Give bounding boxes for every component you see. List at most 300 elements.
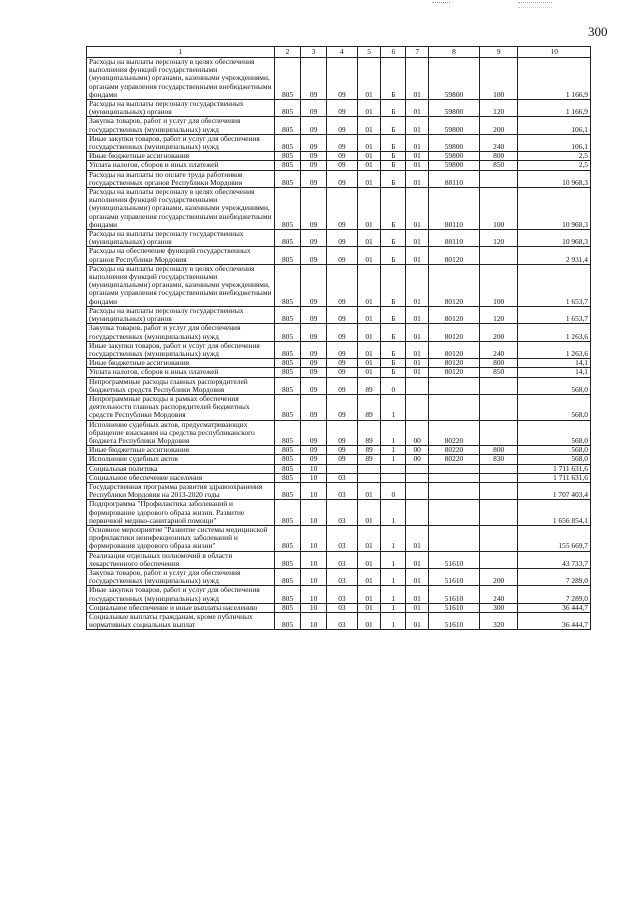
expense-type-cell: 200 [479,117,518,134]
row-name-cell: Социальное обеспечение и иные выплаты населению [87,603,275,612]
table-row [87,100,591,117]
row-name-cell: Закупка товаров, работ и услуг для обеспечения государственных (муниципальных) нужд [87,568,275,585]
direction-cell: 59800 [429,134,480,151]
table-row [87,603,591,612]
admin-code-cell: 805 [275,551,301,568]
section-cell: 10 [301,586,327,603]
subprogram-cell: Б [381,152,406,161]
admin-code-cell: 805 [275,100,301,117]
row-name-cell: Социальное обеспечение населения [87,473,275,482]
direction-cell: 80110 [429,230,480,247]
amount-cell: 568,0 [518,446,591,455]
subprogram-cell: Б [381,100,406,117]
expense-type-cell: 320 [479,613,518,630]
section-cell: 09 [301,170,327,187]
event-cell: 01 [406,100,429,117]
section-cell: 09 [301,161,327,170]
table-row [87,170,591,187]
direction-cell: 51610 [429,603,480,612]
admin-code-cell: 805 [275,247,301,264]
admin-code-cell: 805 [275,482,301,499]
direction-cell [429,525,480,551]
amount-cell: 1 711 631,6 [518,464,591,473]
amount-cell: 568,0 [518,377,591,394]
admin-code-cell: 805 [275,117,301,134]
amount-cell: 10 968,3 [518,170,591,187]
program-cell [357,464,381,473]
table-row [87,446,591,455]
admin-code-cell: 805 [275,613,301,630]
table-header-row [87,47,591,58]
column-header: 3 [301,47,327,58]
row-name-cell: Уплата налогов, сборов и иных платежей [87,161,275,170]
row-name-cell: Социальная политика [87,464,275,473]
admin-code-cell: 805 [275,58,301,100]
program-cell [357,473,381,482]
table-row [87,324,591,341]
subsection-cell: 09 [327,446,358,455]
amount-cell: 1 263,6 [518,324,591,341]
program-cell: 89 [357,377,381,394]
section-cell: 10 [301,613,327,630]
section-cell: 09 [301,368,327,377]
program-cell: 01 [357,603,381,612]
expense-type-cell: 200 [479,568,518,585]
row-name-cell: Непрограммные расходы главных распорядителей бюджетных средств Республики Мордовия [87,377,275,394]
table-row [87,420,591,446]
column-header: 10 [518,47,591,58]
row-name-cell: Расходы на выплаты персоналу государственных (муниципальных) органов [87,306,275,323]
admin-code-cell: 805 [275,455,301,464]
admin-code-cell: 805 [275,568,301,585]
expense-type-cell [479,394,518,420]
subsection-cell: 09 [327,359,358,368]
subprogram-cell: Б [381,134,406,151]
subprogram-cell: 1 [381,551,406,568]
row-name-cell: Иные бюджетные ассигнования [87,359,275,368]
event-cell: 01 [406,152,429,161]
program-cell: 01 [357,341,381,358]
event-cell: 01 [406,613,429,630]
section-cell: 09 [301,341,327,358]
program-cell: 01 [357,58,381,100]
column-header: 1 [87,47,275,58]
amount-cell: 1 166,9 [518,58,591,100]
event-cell: 01 [406,117,429,134]
subprogram-cell: 1 [381,568,406,585]
direction-cell: 59800 [429,161,480,170]
direction-cell: 80120 [429,368,480,377]
admin-code-cell: 805 [275,170,301,187]
table-row [87,394,591,420]
subprogram-cell: Б [381,359,406,368]
table-row [87,482,591,499]
row-name-cell: Иные закупки товаров, работ и услуг для обеспечения государственных (муниципальных) нужд [87,341,275,358]
event-cell: 01 [406,247,429,264]
event-cell [406,464,429,473]
table-row [87,473,591,482]
subsection-cell: 03 [327,613,358,630]
subsection-cell: 09 [327,377,358,394]
column-header: 4 [327,47,358,58]
row-name-cell: Исполнение судебных актов [87,455,275,464]
expense-type-cell: 800 [479,152,518,161]
program-cell: 01 [357,117,381,134]
row-name-cell: Расходы на выплаты персоналу в целях обеспечения выполнения функций государственными (муниципальными) органами, казенными учреждениями, органами управления государственными внебюджетными фондами [87,188,275,230]
section-cell: 09 [301,377,327,394]
table-row [87,500,591,526]
table-row [87,525,591,551]
row-name-cell: Расходы на выплаты персоналу в целях обеспечения выполнения функций государственными (муниципальными) органами, казенными учреждениями, органами управления государственными внебюджетными фондами [87,264,275,306]
event-cell: 01 [406,341,429,358]
admin-code-cell: 805 [275,264,301,306]
subsection-cell: 09 [327,161,358,170]
admin-code-cell: 805 [275,161,301,170]
admin-code-cell: 805 [275,464,301,473]
event-cell: 01 [406,306,429,323]
expense-type-cell: 120 [479,230,518,247]
section-cell: 10 [301,525,327,551]
direction-cell: 51610 [429,586,480,603]
table-row [87,161,591,170]
direction-cell [429,464,480,473]
row-name-cell: Иные бюджетные ассигнования [87,446,275,455]
table-row [87,377,591,394]
table-body [87,58,591,630]
table-row [87,188,591,230]
program-cell: 01 [357,100,381,117]
row-name-cell: Уплата налогов, сборов и иных платежей [87,368,275,377]
event-cell: 01 [406,170,429,187]
event-cell: 00 [406,420,429,446]
amount-cell: 155 669,7 [518,525,591,551]
event-cell: 01 [406,551,429,568]
column-header: 6 [381,47,406,58]
admin-code-cell: 805 [275,324,301,341]
amount-cell: 106,1 [518,134,591,151]
section-cell: 09 [301,306,327,323]
admin-code-cell: 805 [275,586,301,603]
subsection-cell: 03 [327,568,358,585]
row-name-cell: Подпрограмма "Профилактика заболеваний и формирование здорового образа жизни. Развитие первичной медико-санитарной помощи" [87,500,275,526]
expense-type-cell: 240 [479,586,518,603]
row-name-cell: Основное мероприятие "Развитие системы медицинской профилактики неинфекционных заболеваний и формирования здорового образа жизни" [87,525,275,551]
direction-cell: 51610 [429,551,480,568]
section-cell: 10 [301,500,327,526]
direction-cell: 80120 [429,247,480,264]
event-cell: 01 [406,58,429,100]
program-cell: 01 [357,306,381,323]
direction-cell [429,473,480,482]
section-cell: 09 [301,230,327,247]
amount-cell: 7 289,0 [518,586,591,603]
expense-type-cell: 800 [479,446,518,455]
amount-cell: 43 733,7 [518,551,591,568]
subsection-cell: 09 [327,188,358,230]
section-cell: 09 [301,247,327,264]
subprogram-cell: 0 [381,377,406,394]
admin-code-cell: 805 [275,359,301,368]
subprogram-cell: 1 [381,500,406,526]
row-name-cell: Закупка товаров, работ и услуг для обеспечения государственных (муниципальных) нужд [87,324,275,341]
subprogram-cell: Б [381,368,406,377]
column-header: 8 [429,47,480,58]
section-cell: 10 [301,551,327,568]
expense-type-cell: 850 [479,368,518,377]
expense-type-cell [479,500,518,526]
section-cell: 09 [301,58,327,100]
subprogram-cell: 0 [381,482,406,499]
direction-cell: 80120 [429,341,480,358]
amount-cell: 1 653,7 [518,306,591,323]
amount-cell: 10 968,3 [518,230,591,247]
event-cell [406,473,429,482]
admin-code-cell: 805 [275,603,301,612]
subsection-cell: 03 [327,473,358,482]
admin-code-cell: 805 [275,306,301,323]
subprogram-cell: Б [381,341,406,358]
direction-cell: 80120 [429,324,480,341]
program-cell: 01 [357,359,381,368]
amount-cell: 14,1 [518,368,591,377]
direction-cell [429,394,480,420]
row-name-cell: Непрограммные расходы в рамках обеспечения деятельности главных распорядителей бюджетных средств Республики Мордовия [87,394,275,420]
direction-cell: 51610 [429,613,480,630]
event-cell [406,394,429,420]
event-cell: 01 [406,264,429,306]
event-cell: 01 [406,586,429,603]
amount-cell: 568,0 [518,420,591,446]
event-cell [406,482,429,499]
direction-cell [429,500,480,526]
event-cell: 01 [406,359,429,368]
subprogram-cell: Б [381,58,406,100]
admin-code-cell: 805 [275,377,301,394]
table-row [87,464,591,473]
table-row [87,455,591,464]
section-cell: 10 [301,482,327,499]
section-cell: 09 [301,117,327,134]
direction-cell: 80110 [429,170,480,187]
program-cell: 89 [357,420,381,446]
admin-code-cell: 805 [275,500,301,526]
subprogram-cell: Б [381,117,406,134]
section-cell: 09 [301,455,327,464]
admin-code-cell: 805 [275,525,301,551]
column-header: 2 [275,47,301,58]
expense-type-cell [479,482,518,499]
subprogram-cell: Б [381,306,406,323]
table-row [87,568,591,585]
amount-cell: 10 968,3 [518,188,591,230]
section-cell: 09 [301,359,327,368]
expense-type-cell [479,377,518,394]
section-cell: 09 [301,100,327,117]
subprogram-cell [381,464,406,473]
subsection-cell: 09 [327,170,358,187]
subsection-cell: 03 [327,500,358,526]
table-row [87,58,591,100]
admin-code-cell: 805 [275,134,301,151]
table-row [87,117,591,134]
admin-code-cell: 805 [275,420,301,446]
row-name-cell: Исполнение судебных актов, предусматривающих обращение взыскания на средства республиканского бюджета Республики Мордовия [87,420,275,446]
subprogram-cell: 1 [381,613,406,630]
program-cell: 01 [357,568,381,585]
program-cell: 01 [357,161,381,170]
amount-cell: 2 931,4 [518,247,591,264]
row-name-cell: Расходы на выплаты персоналу в целях обеспечения выполнения функций государственными (муниципальными) органами, казенными учреждениями, органами управления государственными внебюджетными фондами [87,58,275,100]
column-header: 7 [406,47,429,58]
row-name-cell: Расходы на выплаты персоналу государственных (муниципальных) органов [87,230,275,247]
subsection-cell: 09 [327,58,358,100]
event-cell: 01 [406,525,429,551]
direction-cell: 80120 [429,306,480,323]
table-row [87,134,591,151]
section-cell: 10 [301,464,327,473]
subsection-cell: 09 [327,368,358,377]
row-name-cell: Государственная программа развития здравоохранения Республики Мордовия на 2013-2020 годы [87,482,275,499]
subsection-cell: 09 [327,117,358,134]
subprogram-cell [381,473,406,482]
expense-type-cell: 200 [479,324,518,341]
event-cell: 01 [406,368,429,377]
row-name-cell: Расходы на обеспечение функций государственных органов Республики Мордовия [87,247,275,264]
subprogram-cell: Б [381,264,406,306]
subprogram-cell: 1 [381,420,406,446]
subprogram-cell: Б [381,161,406,170]
direction-cell: 80120 [429,264,480,306]
subprogram-cell: 1 [381,525,406,551]
admin-code-cell: 805 [275,341,301,358]
subprogram-cell: 1 [381,455,406,464]
direction-cell: 59800 [429,117,480,134]
amount-cell: 1 656 854,1 [518,500,591,526]
direction-cell: 80220 [429,455,480,464]
table-row [87,613,591,630]
program-cell: 89 [357,455,381,464]
expense-type-cell [479,473,518,482]
table-row [87,264,591,306]
row-name-cell: Иные бюджетные ассигнования [87,152,275,161]
expense-type-cell: 240 [479,341,518,358]
table-row [87,586,591,603]
column-header: 5 [357,47,381,58]
subprogram-cell: Б [381,324,406,341]
event-cell: 01 [406,188,429,230]
program-cell: 01 [357,368,381,377]
row-name-cell: Расходы на выплаты персоналу государственных (муниципальных) органов [87,100,275,117]
admin-code-cell: 805 [275,188,301,230]
table-row [87,341,591,358]
expense-type-cell: 100 [479,58,518,100]
direction-cell: 80110 [429,188,480,230]
direction-cell: 59800 [429,58,480,100]
amount-cell: 1 263,6 [518,341,591,358]
event-cell: 01 [406,324,429,341]
subsection-cell [327,464,358,473]
subprogram-cell: 1 [381,603,406,612]
table-row [87,551,591,568]
section-cell: 09 [301,152,327,161]
event-cell: 01 [406,161,429,170]
table-row [87,306,591,323]
section-cell: 09 [301,394,327,420]
direction-cell: 80220 [429,420,480,446]
direction-cell: 59800 [429,100,480,117]
table-row [87,152,591,161]
program-cell: 01 [357,482,381,499]
direction-cell [429,377,480,394]
section-cell: 10 [301,568,327,585]
subprogram-cell: 1 [381,586,406,603]
section-cell: 09 [301,134,327,151]
expense-type-cell: 850 [479,161,518,170]
expense-type-cell: 120 [479,100,518,117]
scan-artifact [518,2,552,8]
event-cell: 01 [406,603,429,612]
subsection-cell: 09 [327,455,358,464]
amount-cell: 568,0 [518,394,591,420]
subsection-cell: 09 [327,394,358,420]
direction-cell [429,482,480,499]
program-cell: 01 [357,324,381,341]
expense-type-cell [479,420,518,446]
program-cell: 89 [357,446,381,455]
amount-cell: 1 711 631,6 [518,473,591,482]
section-cell: 10 [301,603,327,612]
column-header: 9 [479,47,518,58]
expense-type-cell [479,525,518,551]
admin-code-cell: 805 [275,368,301,377]
subsection-cell: 09 [327,152,358,161]
expense-type-cell: 300 [479,603,518,612]
amount-cell: 1 707 403,4 [518,482,591,499]
subsection-cell: 03 [327,482,358,499]
expense-type-cell: 800 [479,359,518,368]
event-cell: 01 [406,230,429,247]
amount-cell: 2,5 [518,152,591,161]
program-cell: 01 [357,188,381,230]
section-cell: 09 [301,324,327,341]
expense-type-cell [479,464,518,473]
admin-code-cell: 805 [275,446,301,455]
subprogram-cell: 1 [381,446,406,455]
expense-type-cell: 100 [479,188,518,230]
table-row [87,247,591,264]
event-cell: 01 [406,568,429,585]
event-cell: 00 [406,446,429,455]
row-name-cell: Закупка товаров, работ и услуг для обеспечения государственных (муниципальных) нужд [87,117,275,134]
subsection-cell: 09 [327,230,358,247]
subsection-cell: 09 [327,100,358,117]
expense-type-cell [479,247,518,264]
subsection-cell: 09 [327,420,358,446]
subsection-cell: 09 [327,134,358,151]
amount-cell: 106,1 [518,117,591,134]
admin-code-cell: 805 [275,473,301,482]
amount-cell: 36 444,7 [518,613,591,630]
row-name-cell: Иные закупки товаров, работ и услуг для обеспечения государственных (муниципальных) нужд [87,134,275,151]
program-cell: 01 [357,230,381,247]
subsection-cell: 03 [327,603,358,612]
subprogram-cell: Б [381,170,406,187]
subprogram-cell: Б [381,247,406,264]
expense-type-cell: 120 [479,306,518,323]
expense-type-cell: 830 [479,455,518,464]
table-row [87,368,591,377]
program-cell: 01 [357,170,381,187]
